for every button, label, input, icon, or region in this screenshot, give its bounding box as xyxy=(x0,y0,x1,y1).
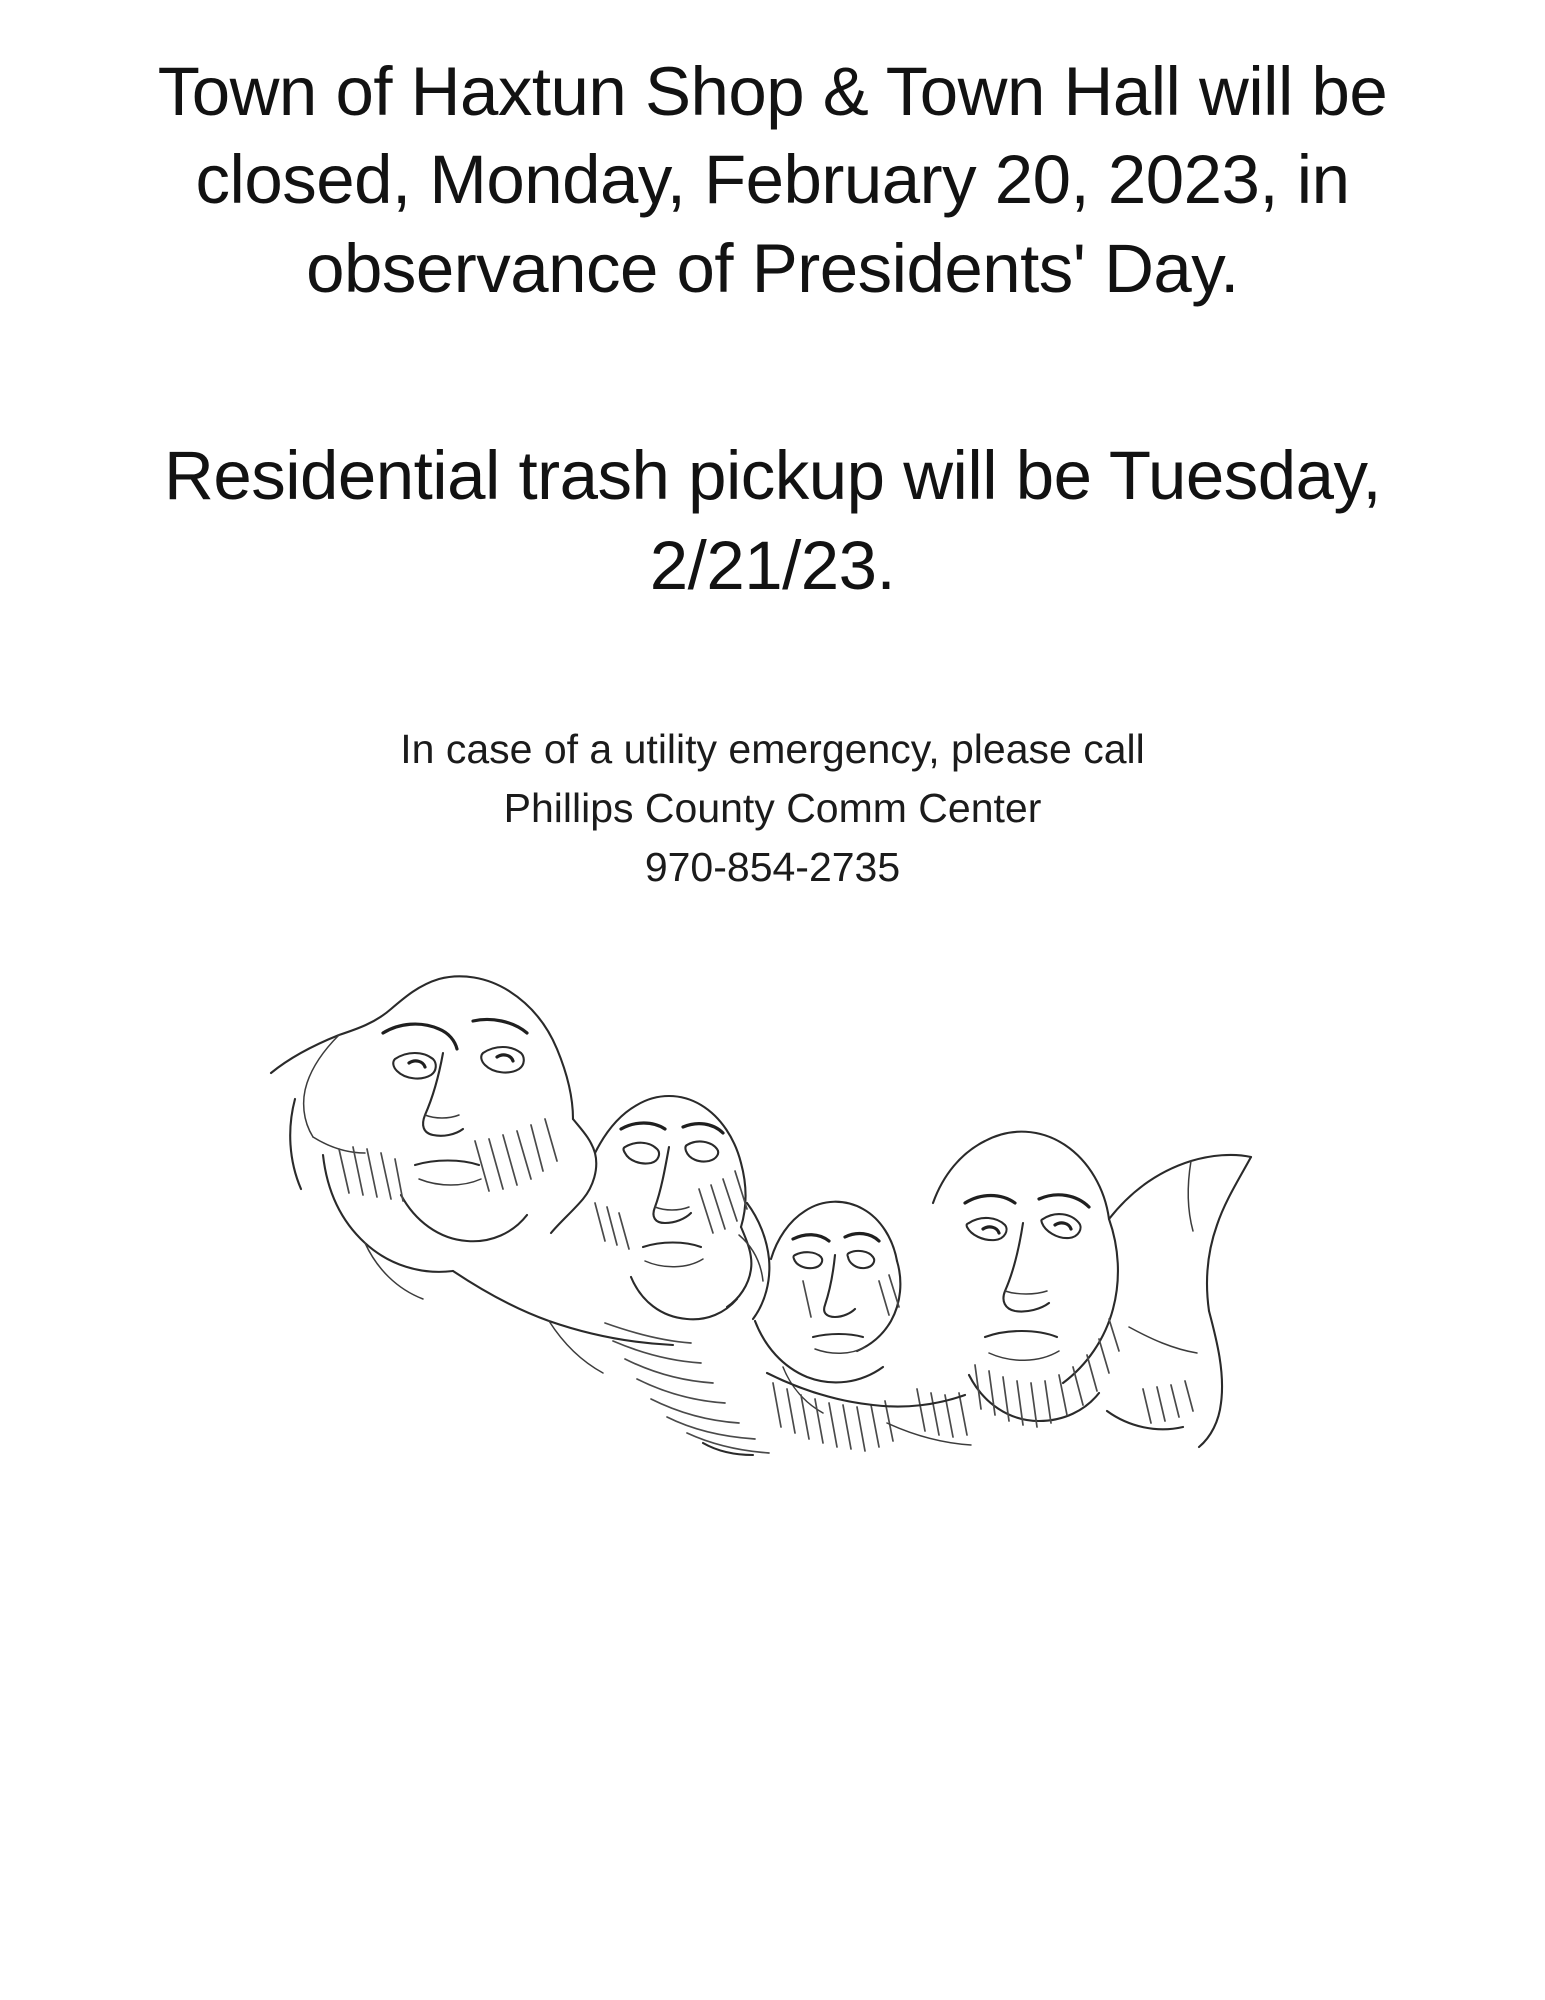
trash-pickup-subhead: Residential trash pickup will be Tuesday, 2/21/23. xyxy=(163,436,1382,604)
emergency-note-line-1: In case of a utility emergency, please call xyxy=(400,726,1145,773)
emergency-note-line-2: Phillips County Comm Center xyxy=(503,785,1042,832)
emergency-phone-number: 970-854-2735 xyxy=(644,844,901,891)
mount-rushmore-sketch-icon xyxy=(143,903,1403,1463)
closure-headline: Town of Haxtun Shop & Town Hall will be closed, Monday, February 20, 2023, in observance of Presidents' Day. xyxy=(157,53,1388,307)
illustration-container xyxy=(0,903,1545,1463)
